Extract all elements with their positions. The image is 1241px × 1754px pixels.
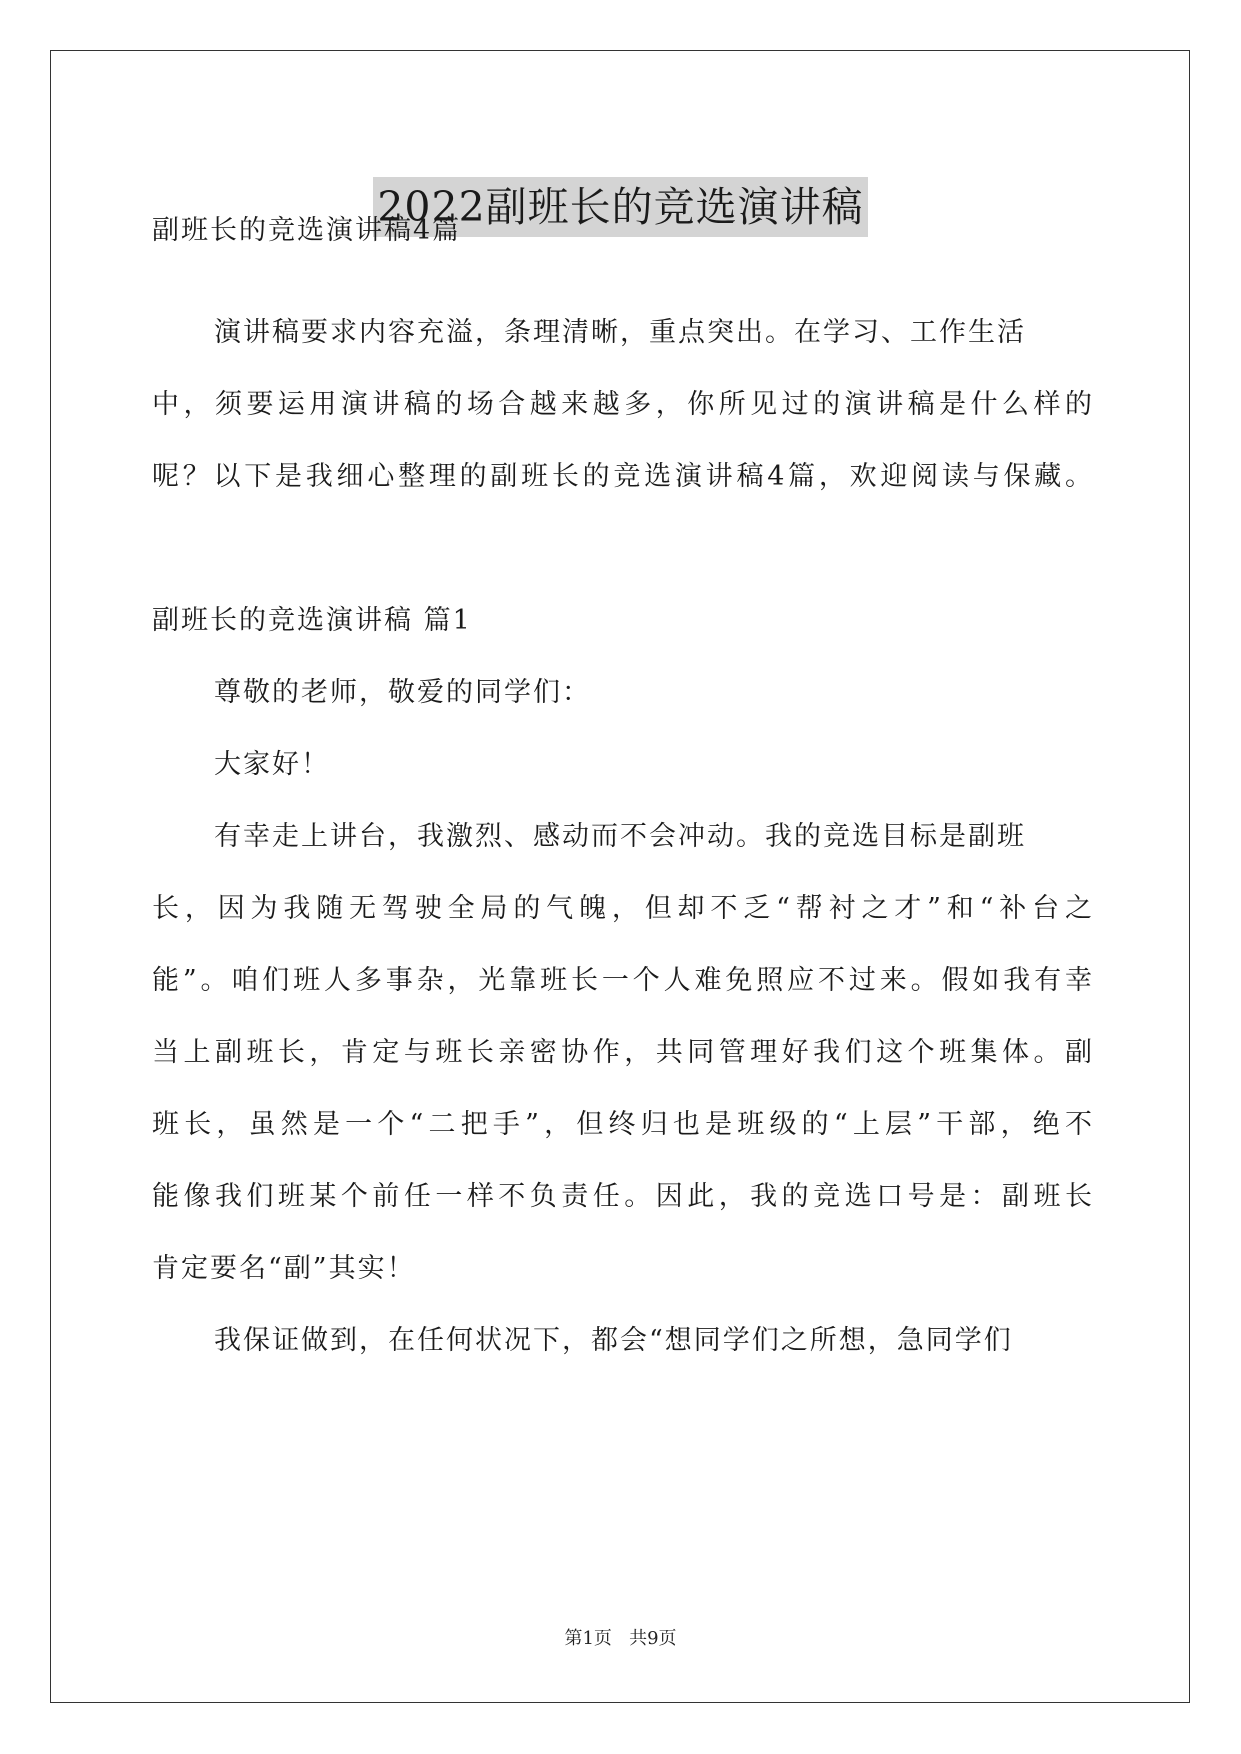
paragraph-line: 中，须要运用演讲稿的场合越来越多，你所见过的演讲稿是什么样的 — [152, 389, 1092, 420]
page-border — [50, 50, 1190, 1703]
salutation-line: 尊敬的老师，敬爱的同学们： — [214, 677, 591, 708]
subtitle-line: 副班长的竞选演讲稿4篇 — [152, 215, 462, 246]
paragraph-line: 呢？以下是我细心整理的副班长的竞选演讲稿4篇，欢迎阅读与保藏。 — [152, 461, 1092, 492]
page-number — [0, 1626, 1241, 1652]
paragraph-line: 我保证做到，在任何状况下，都会“想同学们之所想，急同学们 — [214, 1325, 1013, 1356]
paragraph-line: 当上副班长，肯定与班长亲密协作，共同管理好我们这个班集体。副 — [152, 1037, 1092, 1068]
page-number-text: 第1页 共9页 — [564, 1628, 677, 1649]
document-title: 2022副班长的竞选演讲稿 — [373, 177, 867, 237]
paragraph-line: 长，因为我随无驾驶全局的气魄，但却不乏“帮衬之才”和“补台之 — [152, 893, 1092, 924]
paragraph-line: 有幸走上讲台，我激烈、感动而不会冲动。我的竞选目标是副班 — [214, 821, 1026, 852]
paragraph-line: 能像我们班某个前任一样不负责任。因此，我的竞选口号是：副班长 — [152, 1181, 1092, 1212]
greeting-line: 大家好！ — [214, 749, 330, 780]
section-heading: 副班长的竞选演讲稿 篇1 — [152, 605, 472, 636]
paragraph-line: 肯定要名“副”其实！ — [152, 1253, 416, 1284]
paragraph-line: 能”。咱们班人多事杂，光靠班长一个人难免照应不过来。假如我有幸 — [152, 965, 1092, 996]
paragraph-line: 演讲稿要求内容充溢，条理清晰，重点突出。在学习、工作生活 — [214, 317, 1026, 348]
paragraph-line: 班长，虽然是一个“二把手”，但终归也是班级的“上层”干部，绝不 — [152, 1109, 1092, 1140]
